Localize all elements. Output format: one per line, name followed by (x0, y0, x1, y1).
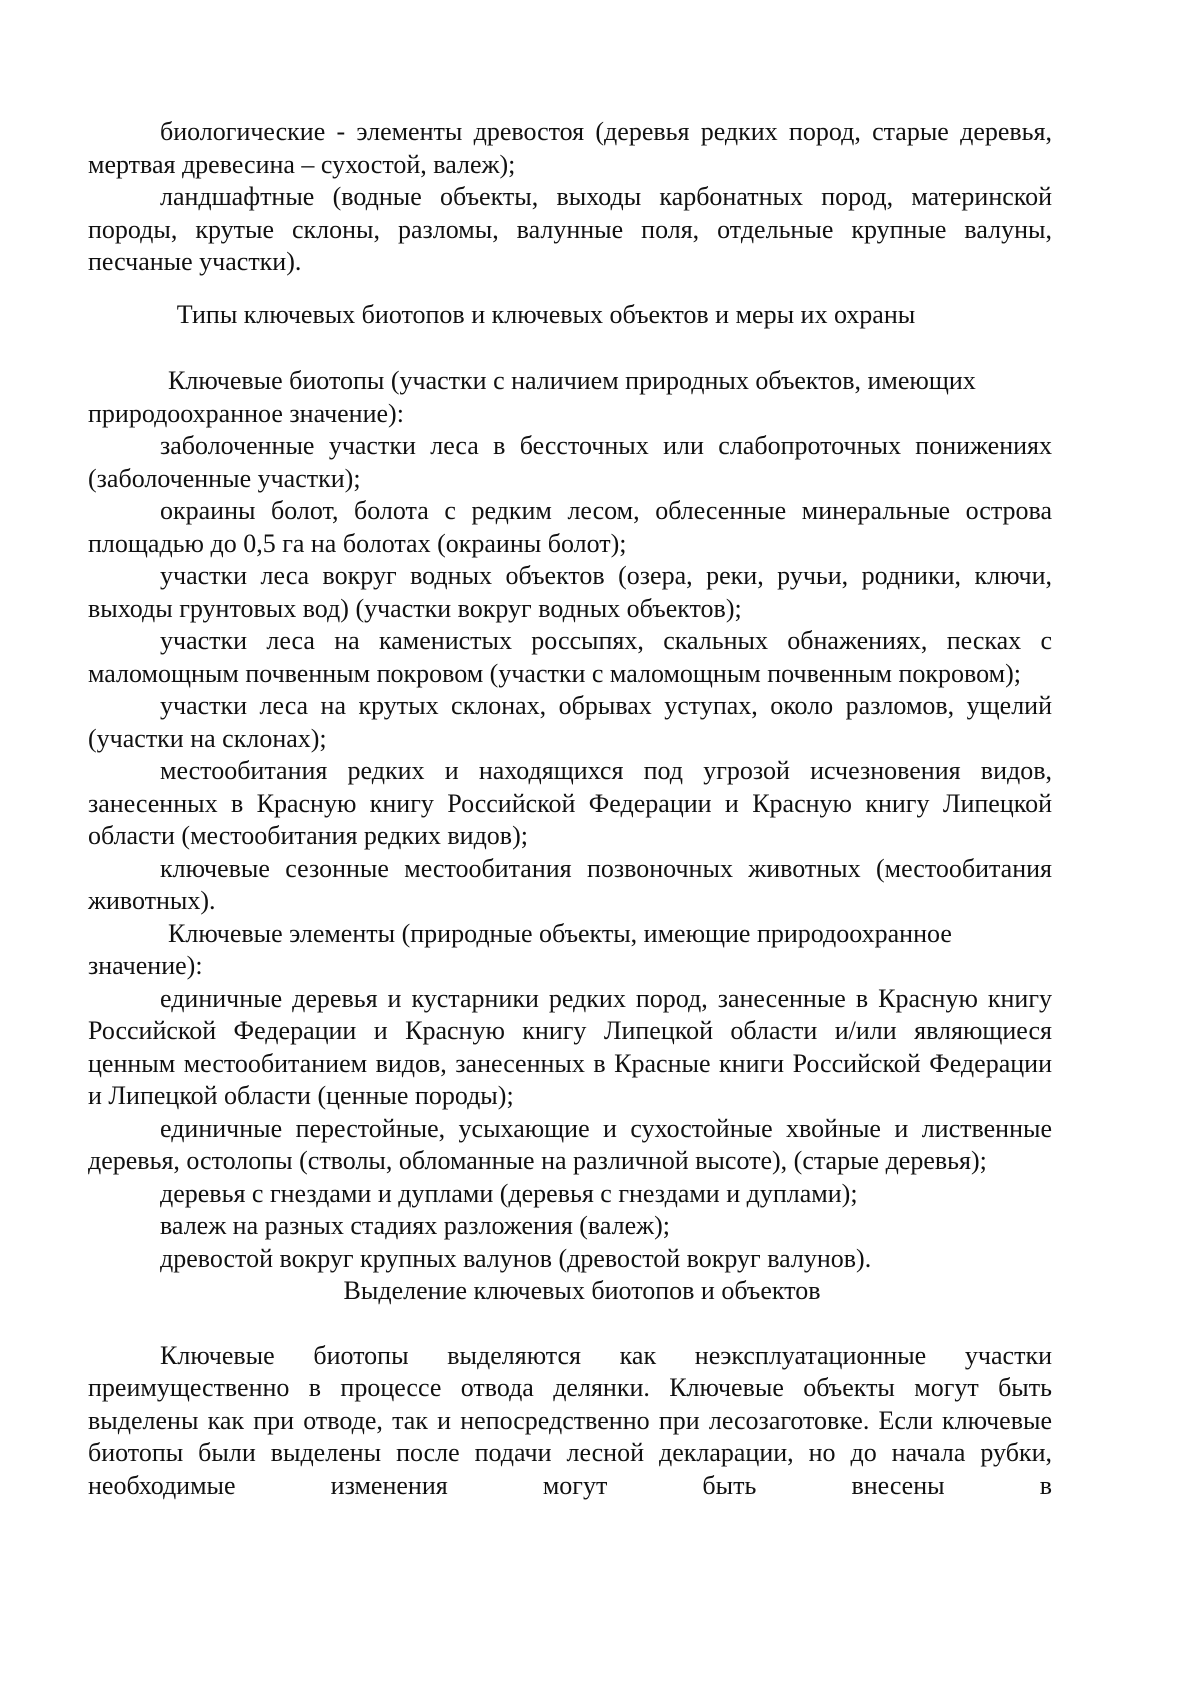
section-heading-types: Типы ключевых биотопов и ключевых объектов и меры их охраны (176, 299, 916, 329)
paragraph-landscape: ландшафтные (водные объекты, выходы карбонатных пород, материнской породы, крутые склоны, разломы, валунные поля, отдельные крупные валуны, песчаные участки). (88, 182, 1052, 276)
list-item-bog-edges: окраины болот, болота с редким лесом, облесенные минеральные острова площадью до 0,5 га на болотах (окраины болот); (88, 496, 1052, 558)
list-item-deadwood: валеж на разных стадиях разложения (валеж); (160, 1211, 670, 1240)
list-item-nest-trees: деревья с гнездами и дуплами (деревья с гнездами и дуплами); (160, 1178, 858, 1208)
paragraph-selection-body: Ключевые биотопы выделяются как неэксплуатационные участки преимущественно в процессе отвода делянки. Ключевые объекты могут быть выделены как при отводе, так и непосредственно при лесозаготовке. Если ключевые биотопы были выделены после подачи лесной декларации, но до начала рубки, необходимые изменения могут быть внесены в (88, 1340, 1052, 1500)
list-item-animal-habitats: ключевые сезонные местообитания позвоночных животных (местообитания животных). (88, 853, 1052, 915)
list-item-rare-species-habitats: местообитания редких и находящихся под угрозой исчезновения видов, занесенных в Красную книгу Российской Федерации и Красную книгу Липецкой области (местообитания редких видов); (88, 756, 1052, 850)
list-item-thin-soil: участки леса на каменистых россыпях, скальных обнажениях, песках с маломощным почвенным покровом (участки с маломощным почвенным покровом); (88, 626, 1052, 688)
document-page (88, 116, 1052, 1502)
list-item-old-trees: единичные перестойные, усыхающие и сухостойные хвойные и лиственные деревья, остолопы (стволы, обломанные на различной высоте), (старые деревья); (88, 1113, 1052, 1175)
list-item-slopes: участки леса на крутых склонах, обрывах уступах, около разломов, ущелий (участки на склонах); (88, 691, 1052, 753)
paragraph-biological: биологические - элементы древостоя (деревья редких пород, старые деревья, мертвая древесина – сухостой, валеж); (88, 117, 1052, 179)
paragraph-key-biotopes-intro: Ключевые биотопы (участки с наличием природных объектов, имеющих природоохранное значение): (88, 366, 976, 428)
list-item-water-bodies: участки леса вокруг водных объектов (озера, реки, ручьи, родники, ключи, выходы грунтовых вод) (участки вокруг водных объектов); (88, 561, 1052, 623)
section-heading-selection: Выделение ключевых биотопов и объектов (343, 1276, 821, 1305)
list-item-valuable-species: единичные деревья и кустарники редких пород, занесенные в Красную книгу Российской Федерации и Красную книгу Липецкой области и/или являющиеся ценным местообитанием видов, занесенных в Красные книги Российской Федерации и Липецкой области (ценные породы); (88, 983, 1052, 1110)
paragraph-key-elements-intro: Ключевые элементы (природные объекты, имеющие природоохранное значение): (88, 918, 952, 980)
list-item-boulder-stands: древостой вокруг крупных валунов (древостой вокруг валунов). (160, 1243, 872, 1273)
list-item-wetland-areas: заболоченные участки леса в бессточных или слабопроточных понижениях (заболоченные участки); (88, 431, 1052, 493)
